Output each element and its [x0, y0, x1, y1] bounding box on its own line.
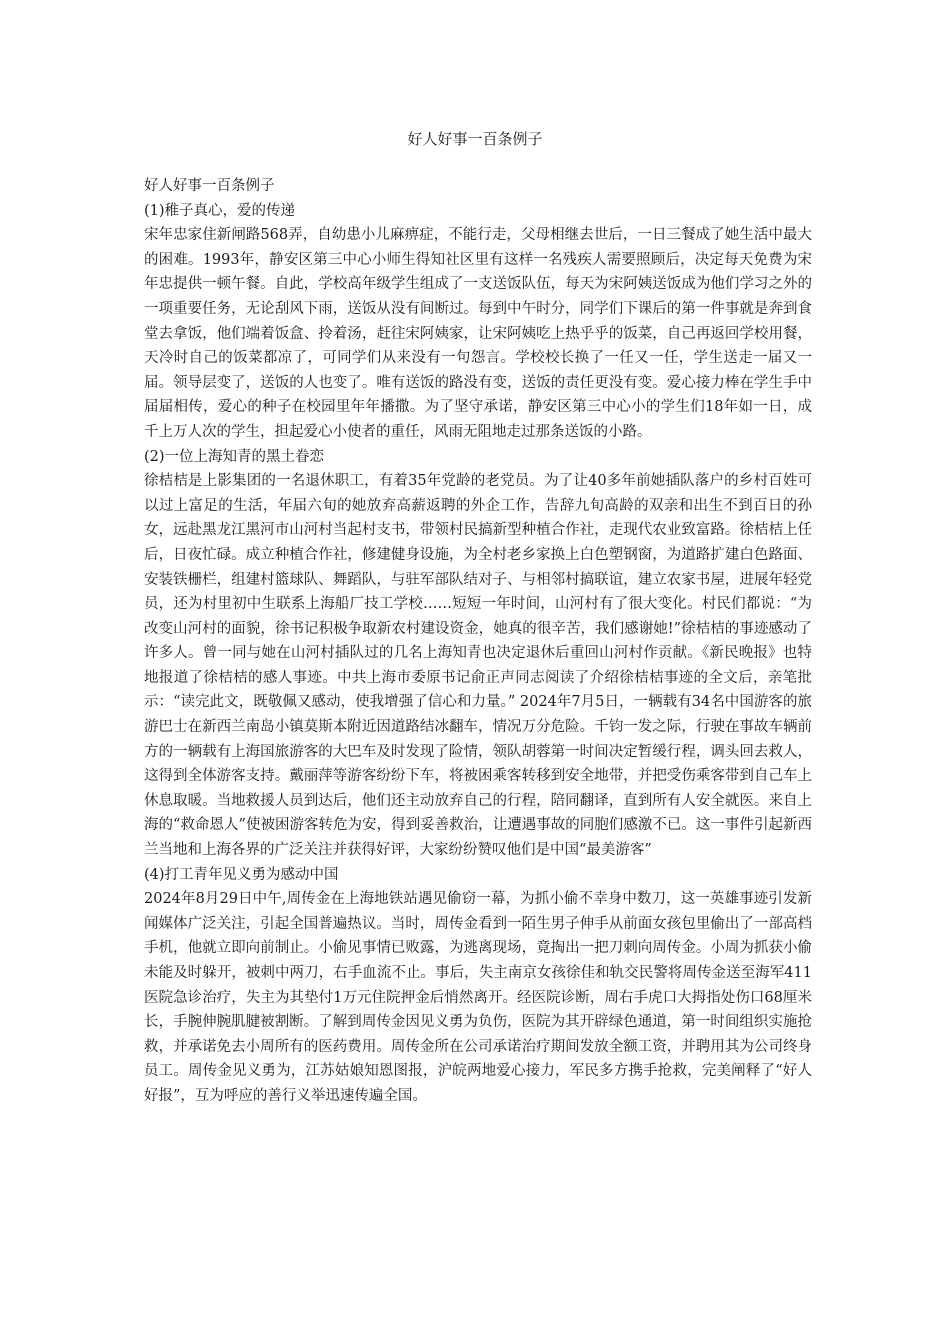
section-1-body: 宋年忠家住新闸路568弄，自幼患小儿麻痹症，不能行走，父母相继去世后，一日三餐成了她生活中最大的困难。1993年，静安区第三中心小师生得知社区里有这样一名残疾人需要照顾后，决定每天免费为宋年忠提供一顿午餐。自此，学校高年级学生组成了一支送饭队伍，每天为宋阿姨送饭成为他们学习之外的一项重要任务，无论刮风下雨，送饭从没有间断过。每到中午时分，同学们下课后的第一件事就是奔到食堂去拿饭，他们端着饭盒、拎着汤，赶往宋阿姨家，让宋阿姨吃上热乎乎的饭菜，自己再返回学校用餐，天冷时自己的饭菜都凉了，可同学们从来没有一句怨言。学校校长换了一任又一任，学生送走一届又一届。领导层变了，送饭的人也变了。唯有送饭的路没有变，送饭的责任更没有变。爱心接力棒在学生手中届届相传，爱心的种子在校园里年年播撒。为了坚守承诺，静安区第三中心小的学生们18年如一日，成千上万人次的学生，担起爱心小使者的重任，风雨无阻地走过那条送饭的小路。 [144, 227, 812, 440]
document-subtitle: 好人好事一百条例子 [144, 178, 275, 194]
section-4-body: 2024年8月29日中午,周传金在上海地铁站遇见偷窃一幕，为抓小偷不幸身中数刀，这一英雄事迹引发新闻媒体广泛关注，引起全国普遍热议。当时，周传金看到一陌生男子伸手从前面女孩包里偷出了一部高档手机，他就立即向前制止。小偷见事情已败露，为逃离现场，竟掏出一把刀刺向周传金。小周为抓获小偷未能及时躲开，被刺中两刀，右手血流不止。事后，失主南京女孩徐佳和轨交民警将周传金送至海军411医院急诊治疗，失主为其垫付1万元住院押金后悄然离开。经医院诊断，周右手虎口大拇指处伤口68厘米长，手腕伸腕肌腱被割断。了解到周传金因见义勇为负伤，医院为其开辟绿色通道，第一时间组织实施抢救，并承诺免去小周所有的医药费用。周传金所在公司承诺治疗期间发放全额工资，并聘用其为公司终身员工。周传金见义勇为，江苏姑娘知恩图报，沪皖两地爱心接力，军民多方携手抢救，完美阐释了“好人好报”，互为呼应的善行义举迅速传遍全国。 [144, 891, 812, 1104]
section-2-body: 徐桔桔是上影集团的一名退休职工，有着35年党龄的老党员。为了让40多年前她插队落户的乡村百姓可以过上富足的生活，年届六旬的她放弃高薪返聘的外企工作，告辞九旬高龄的双亲和出生不到百日的孙女，远赴黑龙江黑河市山河村当起村支书，带领村民搞新型种植合作社，走现代农业致富路。徐桔桔上任后，日夜忙碌。成立种植合作社，修建健身设施，为全村老乡家换上白色塑钢窗，为道路扩建白色路面、安装铁栅栏，组建村篮球队、舞蹈队，与驻军部队结对子、与相邻村搞联谊，建立农家书屋，进展年轻党员，还为村里初中生联系上海船厂技工学校……短短一年时间，山河村有了很大变化。村民们都说：“为改变山河村的面貌，徐书记积极争取新农村建设资金，她真的很辛苦，我们感谢她!”徐桔桔的事迹感动了许多人。曾一同与她在山河村插队过的几名上海知青也决定退休后重回山河村作贡献。《新民晚报》也特地报道了徐桔桔的感人事迹。中共上海市委原书记俞正声同志阅读了介绍徐桔桔事迹的全文后，亲笔批示：“读完此文，既敬佩又感动，使我增强了信心和力量。” 2024年7月5日，一辆载有34名中国游客的旅游巴士在新西兰南岛小镇莫斯本附近因道路结冰翻车，情况万分危险。千钧一发之际，行驶在事故车辆前方的一辆载有上海国旅游客的大巴车及时发现了险情，领队胡蓉第一时间决定暂缓行程，调头回去救人，这得到全体游客支持。戴丽萍等游客纷纷下车，将被困乘客转移到安全地带，并把受伤乘客带到自己车上休息取暖。当地救援人员到达后，他们还主动放弃自己的行程，陪同翻译，直到所有人安全就医。来自上海的“救命恩人”使被困游客转危为安，得到妥善救治，让遭遇事故的同胞们感激不已。这一事件引起新西兰当地和上海各界的广泛关注并获得好评，大家纷纷赞叹他们是中国“最美游客” [144, 473, 812, 859]
section-4-heading: (4)打工青年见义勇为感动中国 [144, 866, 339, 883]
section-2-heading: (2)一位上海知青的黑土眷恋 [144, 448, 325, 465]
document-title: 好人好事一百条例子 [407, 130, 543, 148]
section-1-heading: (1)稚子真心，爱的传递 [144, 202, 296, 219]
document-body [144, 174, 812, 1109]
